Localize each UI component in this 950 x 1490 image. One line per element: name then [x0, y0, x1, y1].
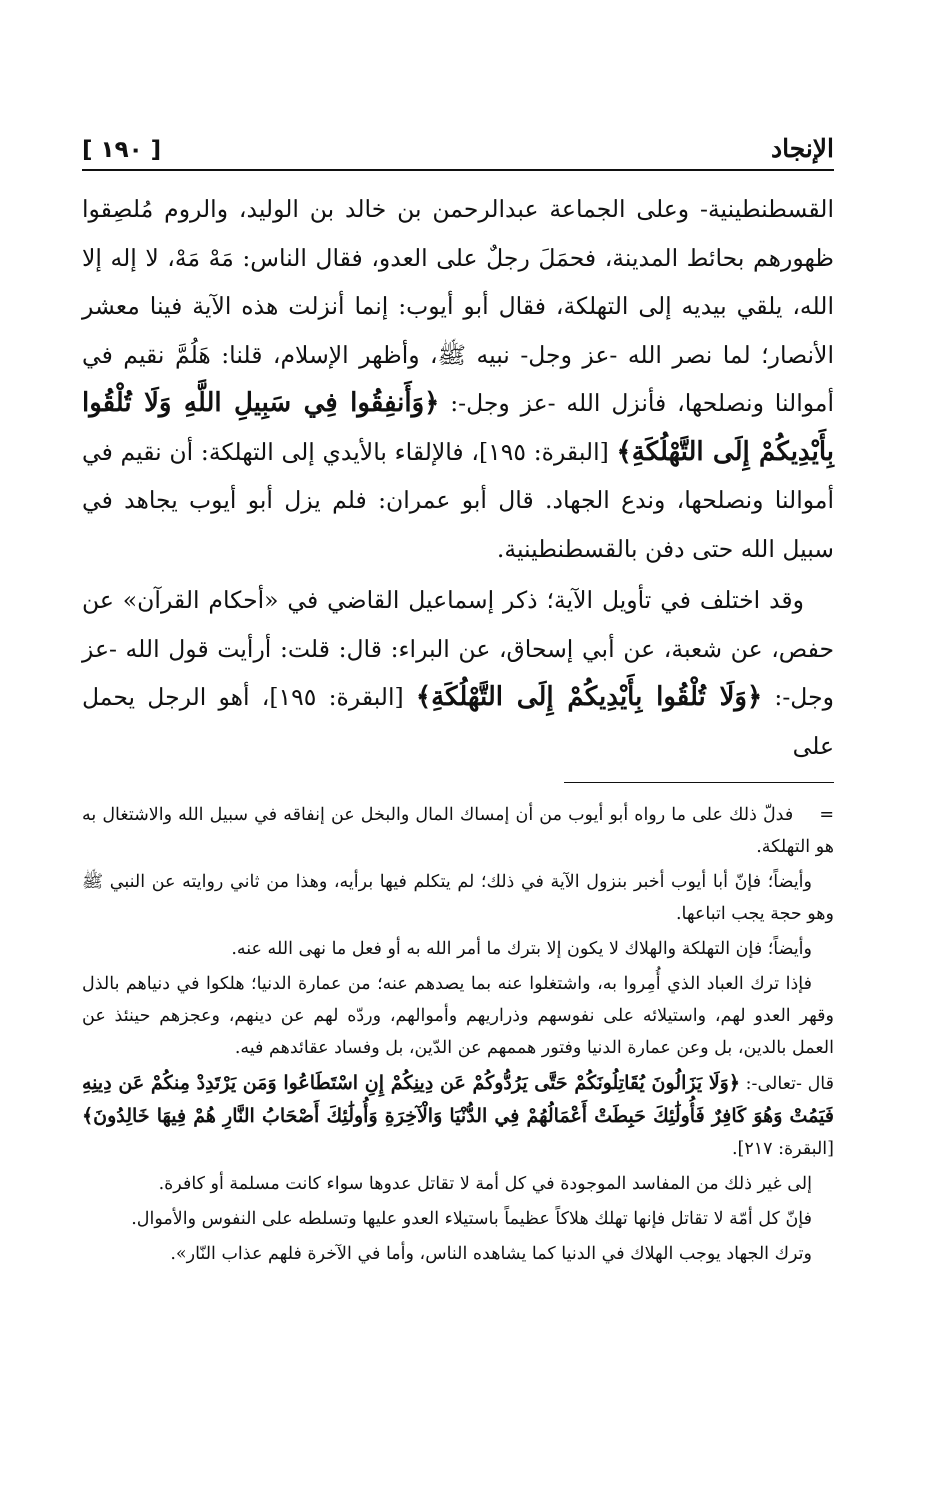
- footnote-text: [البقرة: ٢١٧].: [731, 1139, 834, 1159]
- paragraph-text: القسطنطينية- وعلى الجماعة عبدالرحمن بن خالد بن الوليد، والروم مُلصِقوا ظهورهم بحائط المدينة، فحمَلَ رجلٌ على العدو، فقال الناس: مَهْ مَهْ، لا إله إلا الله، يلقي بيديه إلى التهلكة، فقال أبو أيوب: إنما أنزلت هذه الآية فينا معشر الأنصار؛ لما نصر الله -عز وجل- نبيه ﷺ، وأظهر الإسلام، قلنا: هَلُمَّ نقيم في أموالنا ونصلحها، فأنزل الله -عز وجل-:: [82, 195, 834, 417]
- footnote-paragraph: إلى غير ذلك من المفاسد الموجودة في كل أمة لا تقاتل عدوها سواء كانت مسلمة أو كافرة.: [158, 1174, 812, 1194]
- continuation-mark: =: [819, 805, 834, 825]
- quran-verse: ﴿وَأَنفِقُوا فِي سَبِيلِ اللَّهِ وَلَا تُلْقُوا بِأَيْدِيكُمْ إِلَى التَّهْلُكَةِ﴾: [82, 388, 834, 467]
- page-header: [82, 118, 834, 171]
- footnote-paragraph: [82, 1067, 834, 1165]
- footnote-paragraph: فإنّ كل أمّة لا تقاتل فإنها تهلك هلاكاً عظيماً باستيلاء العدو عليها وتسلطه على النفوس والأموال.: [131, 1209, 812, 1229]
- footnote-paragraph: [82, 799, 834, 863]
- paragraph-text: [البقرة: ١٩٥]، فالإلقاء بالأيدي إلى التهلكة: أن نقيم في أموالنا ونصلحها، وندع الجهاد. قال أبو عمران: فلم يزل أبو أيوب يجاهد في سبيل الله حتى دفن بالقسطنطينية.: [82, 437, 834, 563]
- quran-verse: ﴿وَلَا تُلْقُوا بِأَيْدِيكُمْ إِلَى التَّهْلُكَةِ﴾: [415, 682, 763, 712]
- footnote-text: فدلّ ذلك على ما رواه أبو أيوب من أن إمساك المال والبخل عن إنفاقه في سبيل الله والاشتغال به هو التهلكة.: [82, 805, 834, 857]
- footnote-paragraph: وأيضاً؛ فإن التهلكة والهلاك لا يكون إلا بترك ما أمر الله به أو فعل ما نهى الله عنه.: [231, 939, 812, 959]
- footnote-paragraph: وترك الجهاد يوجب الهلاك في الدنيا كما يشاهده الناس، وأما في الآخرة فلهم عذاب النّار».: [170, 1244, 812, 1264]
- main-paragraph-2: [82, 576, 834, 770]
- book-title: الإنجاد: [770, 134, 834, 163]
- footnotes: [82, 799, 834, 1270]
- footnote-paragraph: فإذا ترك العباد الذي أُمِروا به، واشتغلوا عنه بما يصدهم عنه؛ من عمارة الدنيا؛ هلكوا في دنياهم بالذل وقهر العدو لهم، واستيلائه على نفوسهم وذراريهم وأموالهم، وردّه لهم عن دينهم، وعجزهم حينئذ عن العمل بالدين، بل وعن عمارة الدنيا وفتور هممهم عن الدّين، بل وفساد عقائدهم فيه.: [82, 974, 834, 1058]
- page-number: [ ١٩٠ ]: [82, 137, 162, 163]
- footnote-separator: [564, 782, 834, 783]
- book-page: [82, 118, 834, 1448]
- footnote-text: قال -تعالى-:: [745, 1074, 834, 1094]
- quran-verse: ﴿وَلَا يَزَالُونَ يُقَاتِلُونَكُمْ حَتَّى يَرُدُّوكُمْ عَن دِينِكُمْ إِنِ اسْتَطَاعُوا وَمَن يَرْتَدِدْ مِنكُمْ عَن دِينِهِ فَيَمُتْ وَهُوَ كَافِرٌ فَأُولَٰئِكَ حَبِطَتْ أَعْمَالُهُمْ فِي الدُّنْيَا وَالْآخِرَةِ وَأُولَٰئِكَ أَصْحَابُ النَّارِ هُمْ فِيهَا خَالِدُونَ﴾: [82, 1072, 834, 1127]
- paragraph-text: وقد اختلف في تأويل الآية؛ ذكر إسماعيل القاضي في «أحكام القرآن» عن حفص، عن شعبة، عن أبي إسحاق، عن البراء: قال: قلت: أرأيت قول الله -عز وجل-:: [82, 586, 834, 711]
- footnote-paragraph: وأيضاً؛ فإنّ أبا أيوب أخبر بنزول الآية في ذلك؛ لم يتكلم فيها برأيه، وهذا من ثاني روايته عن النبي ﷺ وهو حجة يجب اتباعها.: [82, 872, 834, 924]
- main-text: [82, 185, 834, 770]
- paragraph-text: [البقرة: ١٩٥]، أهو الرجل يحمل على: [82, 683, 834, 760]
- main-paragraph-1: [82, 185, 834, 573]
